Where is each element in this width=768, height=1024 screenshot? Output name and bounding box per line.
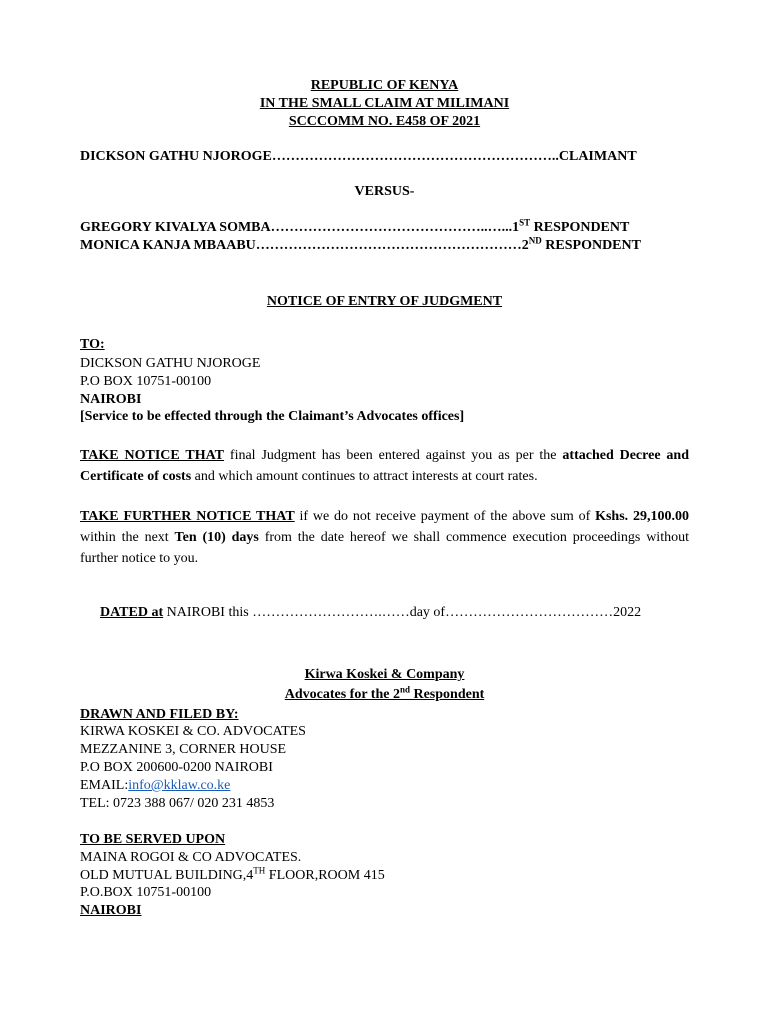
firm-role-post: Respondent [409, 687, 485, 702]
header-republic: REPUBLIC OF KENYA [310, 78, 459, 93]
served-building [80, 867, 689, 884]
respondent-1-line [80, 219, 689, 236]
served-box: P.O.BOX 10751-00100 [80, 885, 212, 900]
take-notice-bold: attached Decree and Certificate of costs [80, 448, 689, 484]
take-notice-text-2: and which amount continues to attract interests at court rates. [191, 469, 538, 484]
to-box: P.O BOX 10751-00100 [80, 374, 212, 389]
service-note: [Service to be effected through the Claimant’s Advocates offices] [80, 409, 465, 424]
drawn-tel: TEL: 0723 388 067/ 020 231 4853 [80, 796, 275, 811]
versus: VERSUS- [354, 184, 415, 199]
email-label: EMAIL: [80, 778, 129, 793]
served-building-post: FLOOR,ROOM 415 [265, 868, 385, 883]
claimant-role: CLAIMANT [558, 149, 637, 164]
dated-line [100, 604, 709, 621]
header-case-number: SCCCOMM NO. E458 OF 2021 [288, 114, 481, 129]
further-notice-text-1: if we do not receive payment of the above sum of [294, 509, 596, 524]
respondent-1-name: GREGORY KIVALYA SOMBA [80, 220, 271, 235]
document-page [80, 0, 689, 1024]
served-label: TO BE SERVED UPON [80, 832, 226, 847]
dated-label: DATED [100, 605, 152, 620]
dated-at: at [151, 605, 164, 620]
drawn-label: DRAWN AND FILED BY: [80, 707, 239, 722]
drawn-email-line [80, 777, 689, 794]
take-notice-text-1: final Judgment has been entered against you as per the [224, 448, 563, 463]
firm-name: Kirwa Koskei & Company [304, 667, 465, 682]
notice-title: NOTICE OF ENTRY OF JUDGMENT [266, 294, 503, 309]
claimant-dots: …………………………………………………….. [271, 149, 559, 164]
payment-period: Ten (10) days [174, 530, 259, 545]
further-notice-text-3: from the date hereof we shall commence execution proceedings without further notice to you. [80, 530, 689, 566]
drawn-firm: KIRWA KOSKEI & CO. ADVOCATES [80, 724, 306, 739]
dated-text: NAIROBI this ……………………….……day of………………………………2022 [163, 605, 642, 620]
payment-amount: Kshs. 29,100.00 [595, 509, 689, 524]
further-notice-lead: TAKE FURTHER NOTICE THAT [80, 509, 295, 524]
to-label: TO: [80, 337, 105, 352]
take-notice-lead: TAKE NOTICE THAT [80, 448, 225, 463]
respondent-2-dots: …………………………………………………2 [255, 238, 529, 253]
further-notice-paragraph [80, 506, 689, 569]
to-city: NAIROBI [80, 392, 142, 407]
respondent-2-ordinal: ND [528, 235, 542, 246]
firm-role-pre: Advocates for the 2 [284, 687, 400, 702]
respondent-2-name: MONICA KANJA MBAABU [80, 238, 256, 253]
firm-role [80, 686, 689, 703]
claimant-line [80, 148, 689, 165]
claimant-name: DICKSON GATHU NJOROGE [80, 149, 272, 164]
further-notice-text-2: within the next [80, 530, 175, 545]
to-name: DICKSON GATHU NJOROGE [80, 356, 261, 371]
respondent-1-dots: ………………………………………..…...1 [270, 220, 520, 235]
drawn-address: MEZZANINE 3, CORNER HOUSE [80, 742, 287, 757]
email-link[interactable]: info@kklaw.co.ke [128, 778, 231, 793]
respondent-2-line [80, 237, 689, 254]
served-building-pre: OLD MUTUAL BUILDING,4 [80, 868, 254, 883]
respondent-1-role: RESPONDENT [530, 220, 630, 235]
served-firm: MAINA ROGOI & CO ADVOCATES. [80, 850, 302, 865]
served-building-ordinal: TH [253, 865, 266, 876]
respondent-2-role: RESPONDENT [541, 238, 641, 253]
firm-role-ordinal: nd [399, 684, 410, 695]
respondent-1-ordinal: ST [519, 217, 531, 228]
take-notice-paragraph [80, 445, 689, 487]
served-city: NAIROBI [80, 903, 142, 918]
drawn-box: P.O BOX 200600-0200 NAIROBI [80, 760, 273, 775]
header-court: IN THE SMALL CLAIM AT MILIMANI [259, 96, 510, 111]
